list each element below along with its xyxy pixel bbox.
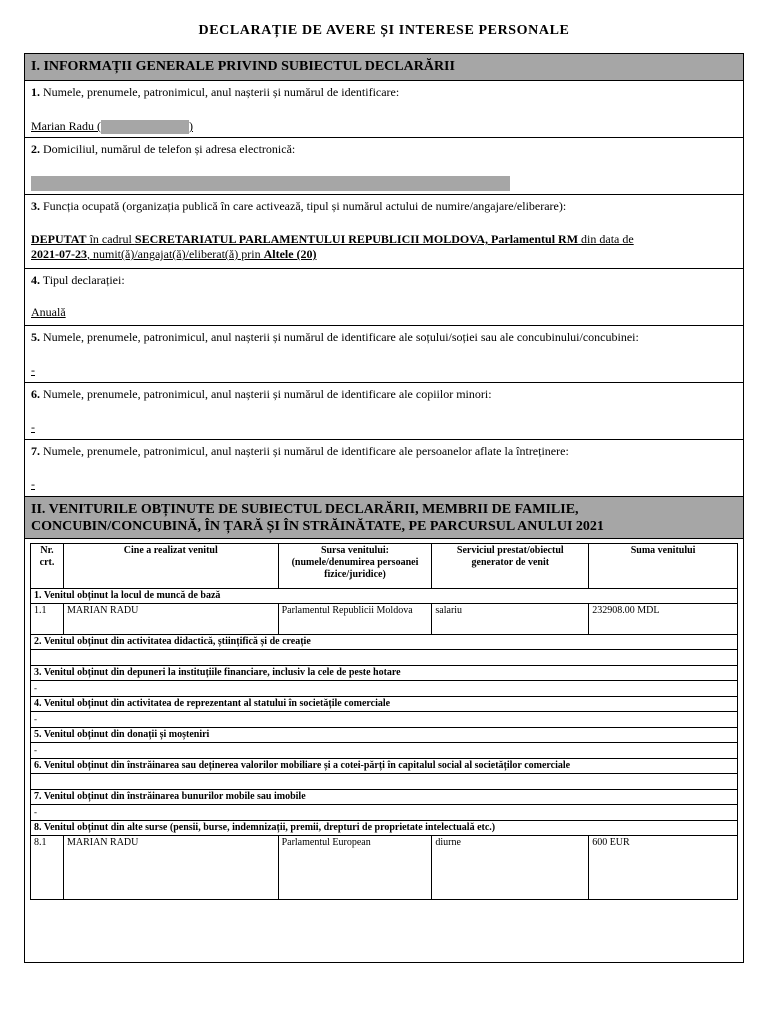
empty-row bbox=[31, 650, 738, 666]
answer-3-organization: SECRETARIATUL PARLAMENTULUI REPUBLICII MOLDOVA, Parlamentul RM bbox=[134, 232, 579, 246]
answer-1-close: ) bbox=[188, 119, 193, 133]
question-1-label: Numele, prenumele, patronimicul, anul nașterii și numărul de identificare: bbox=[40, 85, 400, 99]
question-1 bbox=[25, 81, 743, 138]
answer-1 bbox=[31, 118, 193, 134]
answer-7: - bbox=[31, 477, 35, 491]
answer-3-date-prefix: din data de bbox=[578, 232, 634, 246]
question-4-label: Tipul declarației: bbox=[40, 273, 125, 287]
category-row bbox=[31, 728, 738, 743]
question-2-number: 2. bbox=[31, 142, 40, 156]
answer-3 bbox=[31, 232, 737, 262]
question-2 bbox=[25, 138, 743, 195]
category-8: 8. Venitul obținut din alte surse (pensii, burse, indemnizații, premii, drepturi de proprietate intelectuală etc.) bbox=[31, 821, 738, 836]
empty-row: - bbox=[31, 681, 738, 697]
category-1: 1. Venitul obținut la locul de muncă de bază bbox=[31, 589, 738, 604]
answer-4: Anuală bbox=[31, 305, 66, 319]
answer-3-in: în cadrul bbox=[86, 232, 135, 246]
category-row bbox=[31, 635, 738, 650]
category-6: 6. Venitul obținut din înstrăinarea sau deținerea valorilor mobiliare și a cotei-părți în capitalul social al societăților comerciale bbox=[31, 759, 738, 774]
answer-6: - bbox=[31, 420, 35, 434]
table-row bbox=[31, 743, 738, 759]
header-service: Serviciul prestat/obiectul generator de venit bbox=[432, 544, 589, 589]
section-2-header bbox=[25, 497, 743, 539]
table-row bbox=[31, 774, 738, 790]
question-3 bbox=[25, 195, 743, 269]
answer-3-function: DEPUTAT bbox=[31, 232, 87, 246]
table-row bbox=[31, 650, 738, 666]
header-who: Cine a realizat venitul bbox=[63, 544, 278, 589]
question-6 bbox=[25, 383, 743, 440]
category-row bbox=[31, 666, 738, 681]
row-8-who: MARIAN RADU bbox=[63, 836, 278, 900]
question-4-number: 4. bbox=[31, 273, 40, 287]
empty-row bbox=[31, 774, 738, 790]
question-5 bbox=[25, 326, 743, 383]
answer-1-name: Marian Radu ( bbox=[31, 119, 101, 133]
income-table-header bbox=[31, 544, 738, 589]
question-5-label: Numele, prenumele, patronimicul, anul nașterii și numărul de identificare ale soțului/soției sau ale concubinului/concubinei: bbox=[40, 330, 639, 344]
category-4: 4. Venitul obținut din activitatea de reprezentant al statului în societățile comerciale bbox=[31, 697, 738, 712]
row-1-nr: 1.1 bbox=[31, 604, 64, 635]
row-1-service: salariu bbox=[432, 604, 589, 635]
declaration-form bbox=[24, 53, 744, 963]
category-row bbox=[31, 790, 738, 805]
redacted-id bbox=[101, 120, 189, 134]
redacted-address bbox=[31, 176, 510, 191]
row-1-amount: 232908.00 MDL bbox=[589, 604, 738, 635]
document-title: DECLARAȚIE DE AVERE ȘI INTERESE PERSONALE bbox=[198, 23, 570, 38]
section-2-title-line-1: II. VENITURILE OBȚINUTE DE SUBIECTUL DECLARĂRII, MEMBRII DE FAMILIE, bbox=[31, 502, 579, 517]
category-row bbox=[31, 697, 738, 712]
question-3-label: Funcția ocupată (organizația publică în care activează, tipul și numărul actului de numire/angajare/eliberare): bbox=[40, 199, 567, 213]
table-row bbox=[31, 712, 738, 728]
empty-row: - bbox=[31, 743, 738, 759]
row-8-amount: 600 EUR bbox=[589, 836, 738, 900]
category-3: 3. Venitul obținut din depuneri la instituțiile financiare, inclusiv la cele de peste hotare bbox=[31, 666, 738, 681]
header-amount: Suma venitului bbox=[589, 544, 738, 589]
section-2-title-line-2: CONCUBIN/CONCUBINĂ, ÎN ȚARĂ ȘI ÎN STRĂINĂTATE, PE PARCURSUL ANULUI 2021 bbox=[31, 519, 604, 534]
question-3-number: 3. bbox=[31, 199, 40, 213]
answer-3-appointment: , numit(ă)/angajat(ă)/eliberat(ă) prin bbox=[87, 247, 264, 261]
row-8-source: Parlamentul European bbox=[278, 836, 432, 900]
answer-3-date: 2021-07-23 bbox=[31, 247, 87, 261]
income-table bbox=[30, 543, 738, 900]
empty-row: - bbox=[31, 712, 738, 728]
category-row bbox=[31, 759, 738, 774]
empty-row: - bbox=[31, 805, 738, 821]
question-6-label: Numele, prenumele, patronimicul, anul nașterii și numărul de identificare ale copiilor minori: bbox=[40, 387, 492, 401]
category-2: 2. Venitul obținut din activitatea didactică, științifică și de creație bbox=[31, 635, 738, 650]
header-source: Sursa venitului: (numele/denumirea persoanei fizice/juridice) bbox=[278, 544, 432, 589]
category-row bbox=[31, 589, 738, 604]
header-nr: Nr. crt. bbox=[31, 544, 64, 589]
question-6-number: 6. bbox=[31, 387, 40, 401]
question-5-number: 5. bbox=[31, 330, 40, 344]
table-row bbox=[31, 604, 738, 635]
category-5: 5. Venitul obținut din donații și moșteniri bbox=[31, 728, 738, 743]
question-1-number: 1. bbox=[31, 85, 40, 99]
question-4 bbox=[25, 269, 743, 326]
table-row bbox=[31, 836, 738, 900]
row-8-nr: 8.1 bbox=[31, 836, 64, 900]
question-2-label: Domiciliul, numărul de telefon și adresa electronică: bbox=[40, 142, 296, 156]
table-row bbox=[31, 805, 738, 821]
section-1-title: I. INFORMAȚII GENERALE PRIVIND SUBIECTUL DECLARĂRII bbox=[31, 59, 455, 74]
answer-3-act: Altele (20) bbox=[263, 247, 317, 261]
row-1-who: MARIAN RADU bbox=[63, 604, 278, 635]
category-row bbox=[31, 821, 738, 836]
section-1-header bbox=[25, 54, 743, 81]
row-1-source: Parlamentul Republicii Moldova bbox=[278, 604, 432, 635]
answer-5: - bbox=[31, 363, 35, 377]
table-row bbox=[31, 681, 738, 697]
question-7-number: 7. bbox=[31, 444, 40, 458]
question-7 bbox=[25, 440, 743, 497]
category-7: 7. Venitul obținut din înstrăinarea bunurilor mobile sau imobile bbox=[31, 790, 738, 805]
answer-2 bbox=[31, 174, 510, 191]
question-7-label: Numele, prenumele, patronimicul, anul nașterii și numărul de identificare ale persoanelor aflate la întreținere: bbox=[40, 444, 569, 458]
row-8-service: diurne bbox=[432, 836, 589, 900]
